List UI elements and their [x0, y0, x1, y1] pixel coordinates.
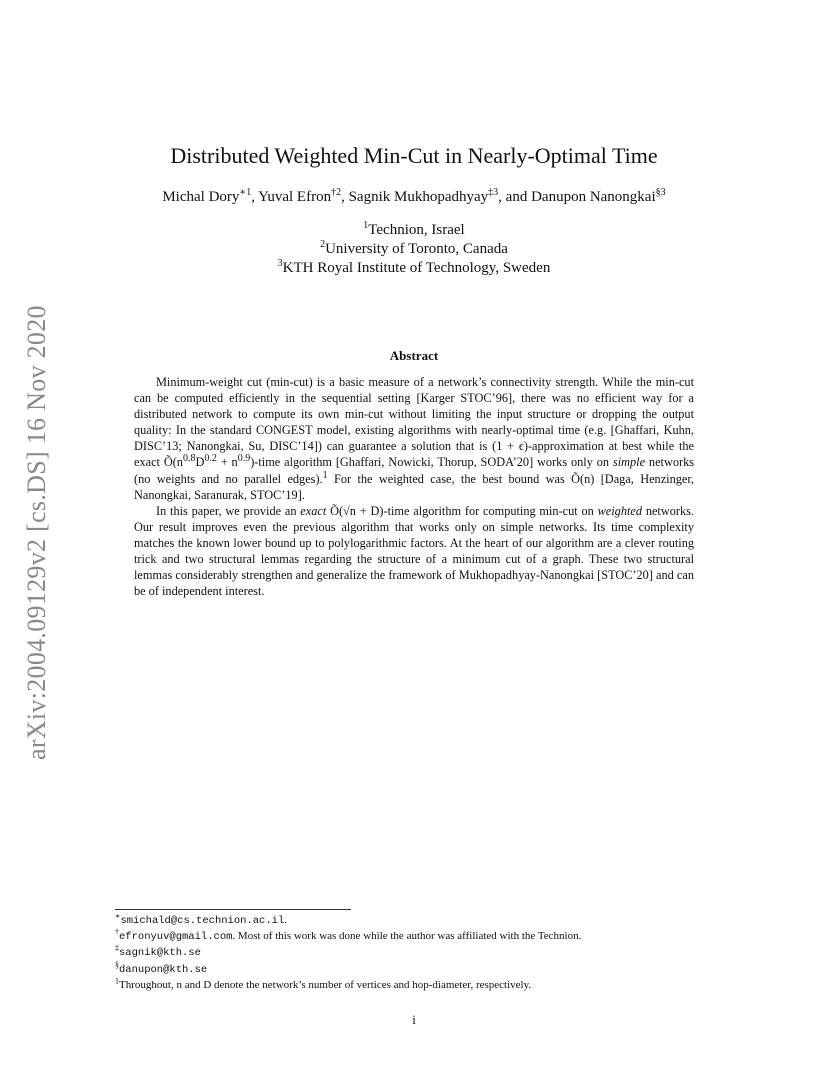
abstract-heading: Abstract: [389, 348, 439, 363]
footnote-email: danupon@kth.se: [119, 963, 208, 976]
text-run: networks (no weights and no parallel edges).: [134, 455, 694, 486]
author-name: Yuval Efron: [258, 189, 332, 205]
paper-title: Distributed Weighted Min-Cut in Nearly-Optimal Time: [170, 143, 658, 168]
footnote-mark: ∗: [115, 911, 121, 921]
footnote-mark: ‡: [115, 943, 119, 953]
arxiv-identifier: arXiv:2004.09129v2 [cs.DS] 16 Nov 2020: [22, 305, 51, 760]
footnote-rule: [115, 909, 351, 910]
affiliation-3: $^3$KTH Royal Institute of Technology, Sweden: [277, 258, 551, 276]
text-run: + n: [216, 455, 238, 470]
footnote: [115, 913, 715, 929]
author-mark: §3: [655, 187, 666, 198]
footnote-text: Throughout, n and D denote the network’s number of vertices and hop-diameter, respectively.: [119, 978, 532, 991]
footnote-text: .: [284, 914, 288, 926]
superscript: 0.2: [204, 453, 217, 465]
text-run: For the weighted case, the best bound was Õ(n) [Daga, Henzinger, Nanongkai, Saranurak, STOC’19].: [134, 471, 694, 502]
abstract-body: [134, 374, 694, 599]
footnote: [115, 929, 715, 945]
author-name: Danupon Nanongkai: [531, 189, 656, 205]
abstract-paragraph-2: [134, 503, 694, 600]
footnote: [115, 978, 715, 993]
text-run: networks. Our result improves even the previous algorithm that works only on simple networks. Its time complexity matches the known lower bound up to polylogarithmic factors. At the heart of our algorithm are a clever routing trick and two structural lemmas regarding the structure of a minimum cut of a graph. These two structural lemmas considerably strengthen and generalize the framework of Mukhopadhyay-Nanongkai [STOC’20] and can be of independent interest.: [134, 503, 694, 599]
emphasis: simple: [612, 455, 646, 470]
text-run: D: [195, 455, 205, 470]
footnote-email: smichald@cs.technion.ac.il: [120, 915, 285, 927]
abstract-paragraph-1: [134, 374, 694, 503]
text-run: Minimum-weight cut (min-cut) is a basic measure of a network’s connectivity strength. While the min-cut can be computed efficiently in the sequential setting [Karger STOC’96], there was no efficient way for a distributed network to compute its own min-cut without limiting the input structure or dropping the output quality: In the standard CONGEST model, existing algorithms with nearly-optimal time (e.g. [Ghaffari, Kuhn, DISC’13; Nanongkai, Su, DISC’14]) can guarantee a solution that is (1 + ϵ)-approximation at best while the exact Õ(n: [134, 375, 694, 470]
superscript: 1: [322, 469, 328, 481]
footnote-email: efronyuv@gmail.com: [119, 931, 233, 944]
emphasis: weighted: [597, 503, 643, 518]
footnote-email: sagnik@kth.se: [119, 947, 201, 960]
text-run: Õ(√n + D)-time algorithm for computing min-cut on: [326, 503, 598, 518]
author-name: Sagnik Mukhopadhyay: [348, 189, 489, 205]
text-run: In this paper, we provide an: [156, 503, 301, 518]
page-number: i: [412, 1012, 416, 1027]
footnote-mark: †: [115, 927, 119, 937]
text-run: )-time algorithm [Ghaffari, Nowicki, Thorup, SODA’20] works only on: [250, 455, 613, 470]
author-name: Michal Dory: [162, 189, 240, 205]
author-mark: ∗1: [239, 187, 252, 198]
superscript: 0.9: [237, 453, 251, 465]
emphasis: exact: [300, 503, 327, 518]
footnote: [115, 945, 715, 961]
footnote-mark: 1: [115, 976, 119, 986]
superscript: 0.8: [182, 453, 196, 465]
footnote-text: . Most of this work was done while the author was affiliated with the Technion.: [232, 930, 582, 943]
author-list: Michal Dory$^{∗1}$, Yuval Efron$^{\dagger 2}$, Sagnik Mukhopadhyay$^{\ddagger 3}$, and Danupon Nanongkai$^{\S 3}$: [162, 187, 666, 205]
author-mark: †2: [331, 187, 342, 198]
footnote: [115, 959, 715, 978]
footnotes: [115, 913, 715, 993]
affiliation-1: $^1$Technion, Israel: [363, 220, 465, 238]
author-mark: ‡3: [488, 187, 499, 198]
affiliation-2: $^2$University of Toronto, Canada: [320, 239, 508, 257]
footnote-mark: §: [115, 959, 119, 969]
